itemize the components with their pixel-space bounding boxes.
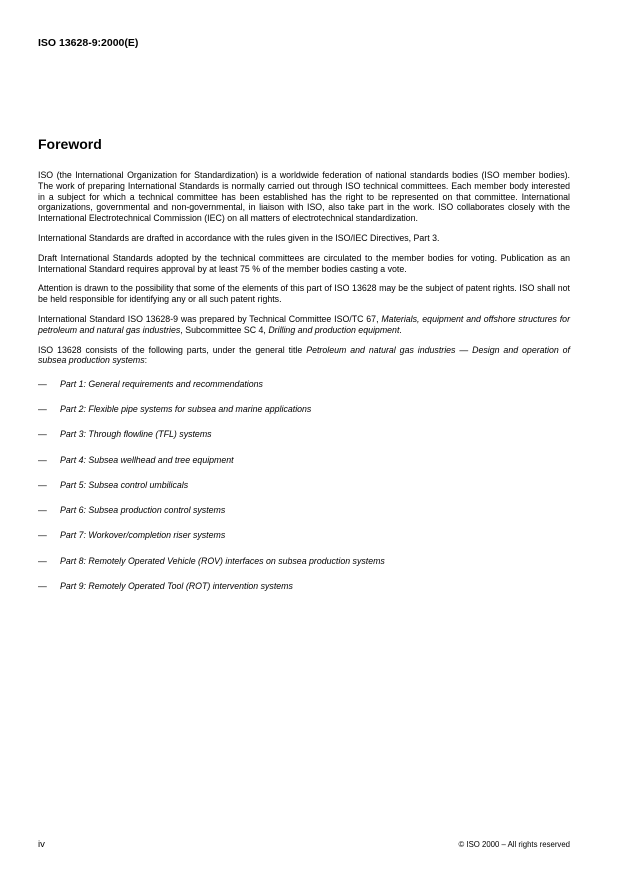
list-item-text: Part 5: Subsea control umbilicals — [60, 479, 189, 490]
list-item-text: Part 1: General requirements and recommendations — [60, 378, 263, 389]
subcommittee-title-italic: Drilling and production equipment — [268, 324, 400, 335]
paragraph-parts-intro — [38, 345, 570, 367]
paragraph-patent-rights: Attention is drawn to the possibility that some of the elements of this part of ISO 13628 may be the subject of patent rights. ISO shall not be held responsible for identifying any or all such patent rights. — [38, 283, 570, 305]
paragraph-iso-intro: ISO (the International Organization for Standardization) is a worldwide federation of national standards bodies (ISO member bodies). The work of preparing International Standards is normally carried out through ISO technical committees. Each member body interested in a subject for which a technical committee has been established has the right to be represented on that committee. International organizations, governmental and non-governmental, in liaison with ISO, also take part in the work. ISO collaborates closely with the International Electrotechnical Commission (IEC) on all matters of electrotechnical standardization. — [38, 170, 570, 224]
list-item — [38, 530, 570, 555]
list-item-text: Part 8: Remotely Operated Vehicle (ROV) interfaces on subsea production systems — [60, 555, 385, 566]
list-item — [38, 404, 570, 429]
parts-intro-colon: : — [144, 355, 148, 366]
list-item-text: Part 2: Flexible pipe systems for subsea and marine applications — [60, 403, 312, 414]
list-item-text: Part 9: Remotely Operated Tool (ROT) intervention systems — [60, 581, 293, 592]
copyright-notice: © ISO 2000 – All rights reserved — [458, 840, 570, 849]
list-item — [38, 480, 570, 505]
list-item-text: Part 3: Through flowline (TFL) systems — [60, 429, 212, 440]
parts-list — [38, 379, 570, 607]
committee-text-a: International Standard ISO 13628-9 was prepared by Technical Committee ISO/TC 67, — [38, 313, 382, 324]
dash-bullet: — — [38, 505, 47, 516]
page-title: Foreword — [38, 136, 102, 152]
committee-title-italic: Materials, equipment and offshore structures for petroleum and natural gas industries — [38, 313, 571, 335]
dash-bullet: — — [38, 581, 47, 592]
dash-bullet: — — [38, 403, 47, 414]
paragraph-voting: Draft International Standards adopted by the technical committees are circulated to the member bodies for voting. Publication as an International Standard requires approval by at least 75 % of the member bodies casting a vote. — [38, 252, 570, 274]
list-item-text: Part 6: Subsea production control systems — [60, 505, 226, 516]
document-id-header: ISO 13628-9:2000(E) — [38, 37, 139, 49]
foreword-body — [38, 170, 570, 606]
committee-text-e: . — [399, 324, 402, 335]
page-number: iv — [38, 839, 45, 850]
dash-bullet: — — [38, 454, 47, 465]
list-item-text: Part 4: Subsea wellhead and tree equipment — [60, 454, 234, 465]
list-item — [38, 455, 570, 480]
list-item — [38, 429, 570, 454]
committee-text-c: , Subcommittee SC 4, — [180, 324, 269, 335]
parts-intro-text: ISO 13628 consists of the following parts, under the general title — [38, 344, 307, 355]
general-title-italic: Petroleum and natural gas industries — Design and operation of subsea production systems — [38, 344, 570, 366]
list-item — [38, 581, 570, 606]
paragraph-drafting-rules: International Standards are drafted in accordance with the rules given in the ISO/IEC Directives, Part 3. — [38, 232, 440, 243]
list-item — [38, 379, 570, 404]
list-item — [38, 505, 570, 530]
list-item — [38, 556, 570, 581]
dash-bullet: — — [38, 429, 47, 440]
dash-bullet: — — [38, 378, 47, 389]
list-item-text: Part 7: Workover/completion riser systems — [60, 530, 226, 541]
dash-bullet: — — [38, 479, 47, 490]
dash-bullet: — — [38, 530, 47, 541]
dash-bullet: — — [38, 555, 47, 566]
paragraph-committee — [38, 314, 570, 336]
